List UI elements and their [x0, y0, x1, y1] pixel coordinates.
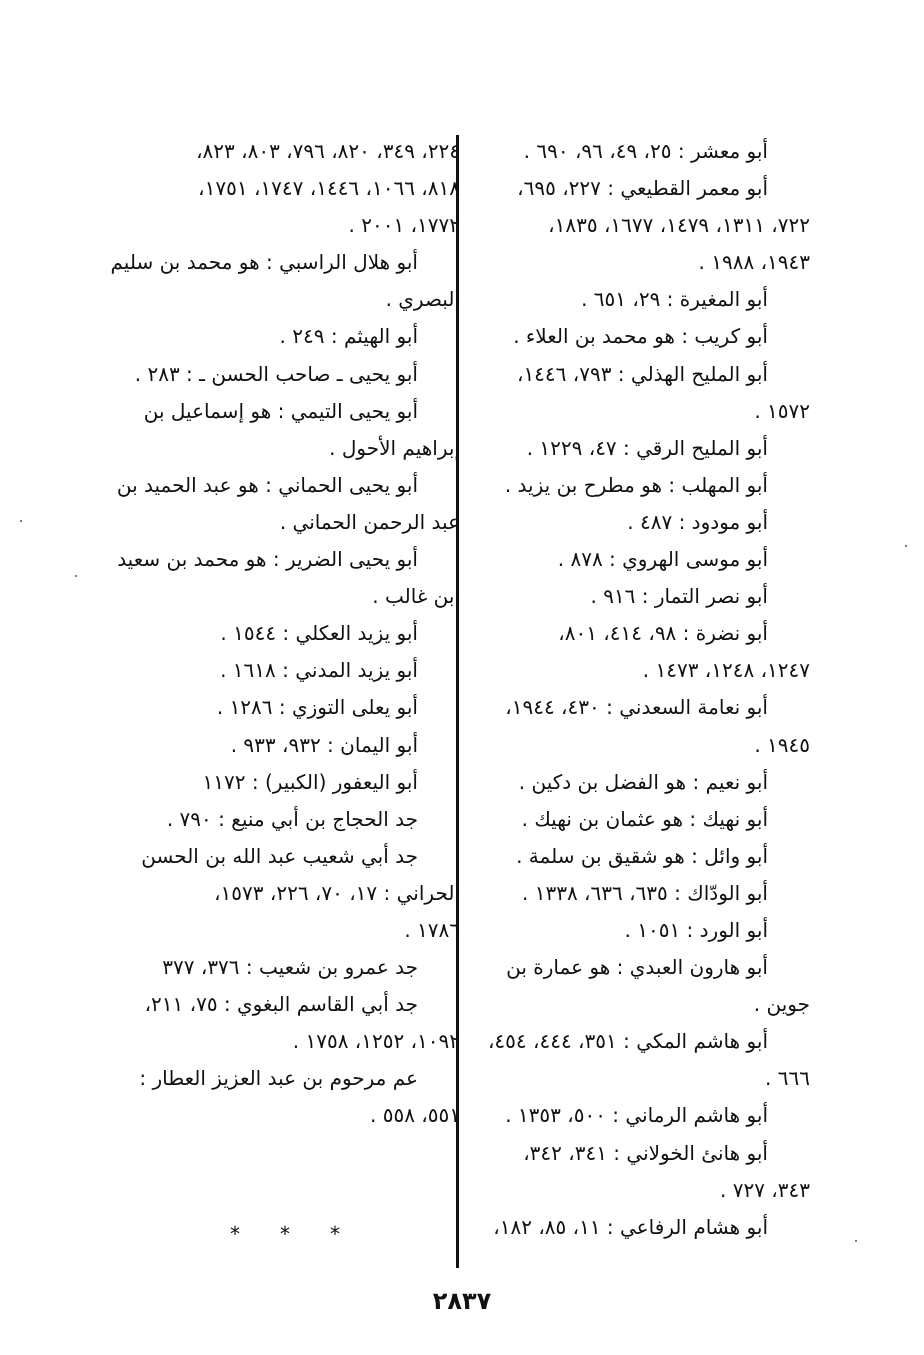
index-entry: أبو الورد : ١٠٥١ . — [624, 917, 768, 942]
index-entry: أبو مودود : ٤٨٧ . — [627, 509, 768, 534]
index-entry: أبو هلال الراسبي : هو محمد بن سليم — [110, 250, 418, 275]
index-entry: جد أبي شعيب عبد الله بن الحسن — [141, 843, 418, 868]
index-entry-continuation: جوين . — [753, 992, 810, 1017]
index-entry: أبو هارون العبدي : هو عمارة بن — [506, 955, 768, 980]
index-entry-continuation: ١٢٤٧، ١٢٤٨، ١٤٧٣ . — [642, 658, 810, 683]
index-entry: أبو نضرة : ٩٨، ٤١٤، ٨٠١، — [558, 621, 768, 646]
index-entry-continuation: ١٩٤٥ . — [754, 732, 810, 757]
index-entry: أبو يحيى التيمي : هو إسماعيل بن — [143, 398, 418, 423]
index-entry-continuation: ٥٥١، ٥٥٨ . — [370, 1103, 460, 1128]
section-end-ornament — [230, 1222, 340, 1246]
index-entry: أبو المغيرة : ٢٩، ٦٥١ . — [581, 287, 768, 312]
index-entry: أبو اليعفور (الكبير) : ١١٧٢ — [202, 769, 418, 794]
ornament-star: * — [330, 1222, 340, 1246]
index-entry: أبو معمر القطيعي : ٢٢٧، ٦٩٥، — [517, 176, 768, 201]
index-entry: أبو هانئ الخولاني : ٣٤١، ٣٤٢، — [523, 1140, 768, 1165]
index-entry: أبو هاشم المكي : ٣٥١، ٤٤٤، ٤٥٤، — [487, 1029, 768, 1054]
scan-speck — [905, 545, 907, 547]
page-number: ٢٨٣٧ — [432, 1287, 492, 1315]
index-entry: جد أبي القاسم البغوي : ٧٥، ٢١١، — [144, 992, 418, 1017]
index-entry-continuation: الحراني : ١٧، ٧٠، ٢٢٦، ١٥٧٣، — [214, 880, 460, 905]
index-entry: أبو نصر التمار : ٩١٦ . — [590, 584, 768, 609]
index-entry-continuation: ١٩٤٣، ١٩٨٨ . — [698, 250, 810, 275]
index-entry: أبو يزيد المدني : ١٦١٨ . — [220, 658, 418, 683]
index-column-right — [465, 133, 810, 1246]
index-entry: أبو نعامة السعدني : ٤٣٠، ١٩٤٤، — [505, 695, 768, 720]
index-entry-continuation: إبراهيم الأحول . — [329, 435, 460, 460]
index-entry: أبو يحيى الضرير : هو محمد بن سعيد — [117, 547, 418, 572]
index-entry: أبو موسى الهروي : ٨٧٨ . — [557, 547, 768, 572]
index-entry: أبو المليح الرقي : ٤٧، ١٢٢٩ . — [526, 435, 768, 460]
scan-speck — [75, 575, 77, 577]
index-entry-continuation: ٧٢٢، ١٣١١، ١٤٧٩، ١٦٧٧، ١٨٣٥، — [548, 213, 810, 238]
index-entry: أبو كريب : هو محمد بن العلاء . — [513, 324, 768, 349]
index-entry: أبو نهيك : هو عثمان بن نهيك . — [521, 806, 768, 831]
index-entry: أبو المليح الهذلي : ٧٩٣، ١٤٤٦، — [516, 361, 768, 386]
index-entry: أبو يحيى الحماني : هو عبد الحميد بن — [116, 472, 418, 497]
index-entry: أبو الهيثم : ٢٤٩ . — [279, 324, 418, 349]
index-column-left — [110, 133, 460, 1135]
index-entry: أبو هاشم الرماني : ٥٠٠، ١٣٥٣ . — [505, 1103, 768, 1128]
index-entry: أبو المهلب : هو مطرح بن يزيد . — [504, 472, 768, 497]
index-entry: أبو معشر : ٢٥، ٤٩، ٩٦، ٦٩٠ . — [523, 139, 768, 163]
index-entry-continuation: ١٧٨٦ . — [404, 917, 460, 942]
index-entry: أبو يحيى ـ صاحب الحسن ـ : ٢٨٣ . — [134, 361, 418, 386]
index-entry: أبو وائل : هو شقيق بن سلمة . — [516, 843, 768, 868]
index-entry: جد الحجاج بن أبي منيع : ٧٩٠ . — [166, 806, 418, 831]
index-entry: أبو الودّاك : ٦٣٥، ٦٣٦، ١٣٣٨ . — [522, 880, 768, 905]
index-entry: أبو اليمان : ٩٣٢، ٩٣٣ . — [230, 732, 418, 757]
index-entry-continuation: ابن غالب . — [372, 584, 460, 609]
index-entry-continuation: ١٥٧٢ . — [754, 398, 810, 423]
index-entry-continuation: ٣٤٣، ٧٢٧ . — [720, 1177, 810, 1202]
index-entry: جد عمرو بن شعيب : ٣٧٦، ٣٧٧ — [162, 955, 418, 980]
index-entry: أبو هشام الرفاعي : ١١، ٨٥، ١٨٢، — [493, 1214, 768, 1239]
index-entry-continuation: ١٠٩٢، ١٢٥٢، ١٧٥٨ . — [292, 1029, 460, 1054]
index-entry-continuation: البصري . — [385, 287, 460, 312]
index-entry-continuation: ٦٦٦ . — [765, 1066, 810, 1091]
index-entry-continuation: ٨١٨، ١٠٦٦، ١٤٤٦، ١٧٤٧، ١٧٥١، — [198, 176, 460, 201]
ornament-star: * — [230, 1222, 240, 1246]
index-entry-continuation: ٢٢٤، ٣٤٩، ٨٢٠، ٧٩٦، ٨٠٣، ٨٢٣، — [196, 139, 460, 163]
index-entry: أبو يعلى التوزي : ١٢٨٦ . — [216, 695, 418, 720]
index-entry: عم مرحوم بن عبد العزيز العطار : — [139, 1066, 418, 1091]
index-entry: أبو يزيد العكلي : ١٥٤٤ . — [220, 621, 418, 646]
index-entry-continuation: عبد الرحمن الحماني . — [279, 509, 460, 534]
scan-speck — [20, 520, 22, 522]
ornament-star: * — [280, 1222, 290, 1246]
index-entry-continuation: ١٧٧٢، ٢٠٠١ . — [348, 213, 460, 238]
scan-speck — [855, 1240, 857, 1242]
index-entry: أبو نعيم : هو الفضل بن دكين . — [518, 769, 768, 794]
